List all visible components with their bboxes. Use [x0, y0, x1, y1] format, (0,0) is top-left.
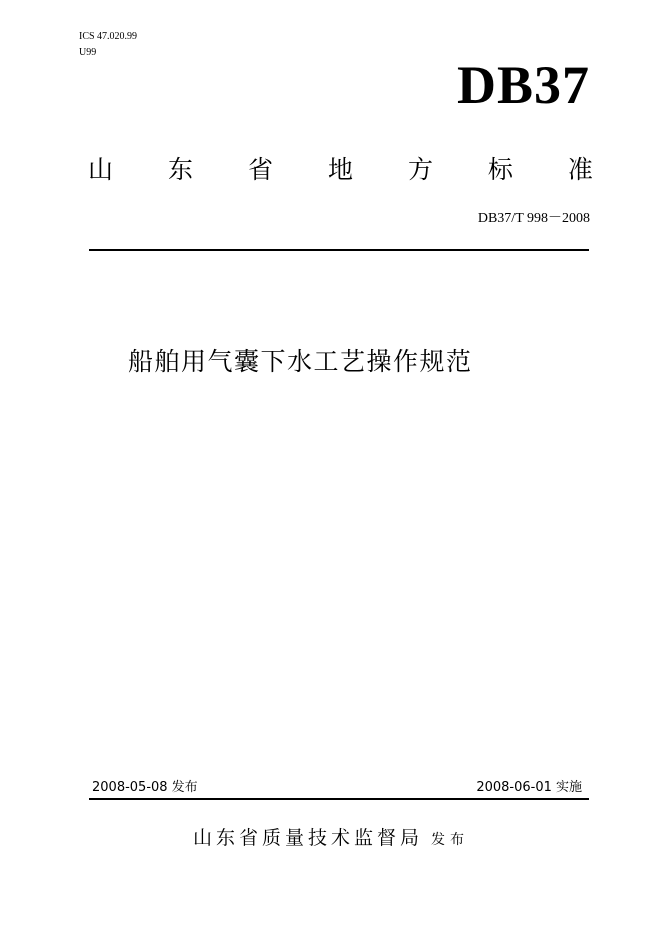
ics-code: ICS 47.020.99 — [79, 31, 138, 42]
standard-type-char: 准 — [567, 155, 593, 184]
standard-type-char: 方 — [407, 155, 433, 184]
issue-label: 发布 — [431, 832, 469, 848]
top-divider — [89, 249, 589, 251]
standard-logo: DB37 — [456, 55, 590, 115]
ccs-code: U99 — [79, 47, 97, 58]
standard-type-char: 省 — [247, 155, 273, 184]
issuer-line — [0, 825, 662, 853]
publish-date: 2008-05-08 发布 — [92, 780, 198, 795]
standard-type-heading — [88, 153, 593, 187]
issuing-authority: 山东省质量技术监督局 — [192, 827, 423, 849]
implementation-date: 2008-06-01 实施 — [476, 780, 582, 795]
standard-type-char: 地 — [327, 155, 353, 184]
standard-type-char: 标 — [487, 155, 513, 184]
document-title: 船舶用气囊下水工艺操作规范 — [128, 347, 473, 376]
standard-type-char: 山 — [88, 155, 114, 184]
standard-number: DB37/T 998－2008 — [477, 211, 590, 226]
standard-type-char: 东 — [167, 155, 193, 184]
bottom-divider — [89, 798, 589, 800]
